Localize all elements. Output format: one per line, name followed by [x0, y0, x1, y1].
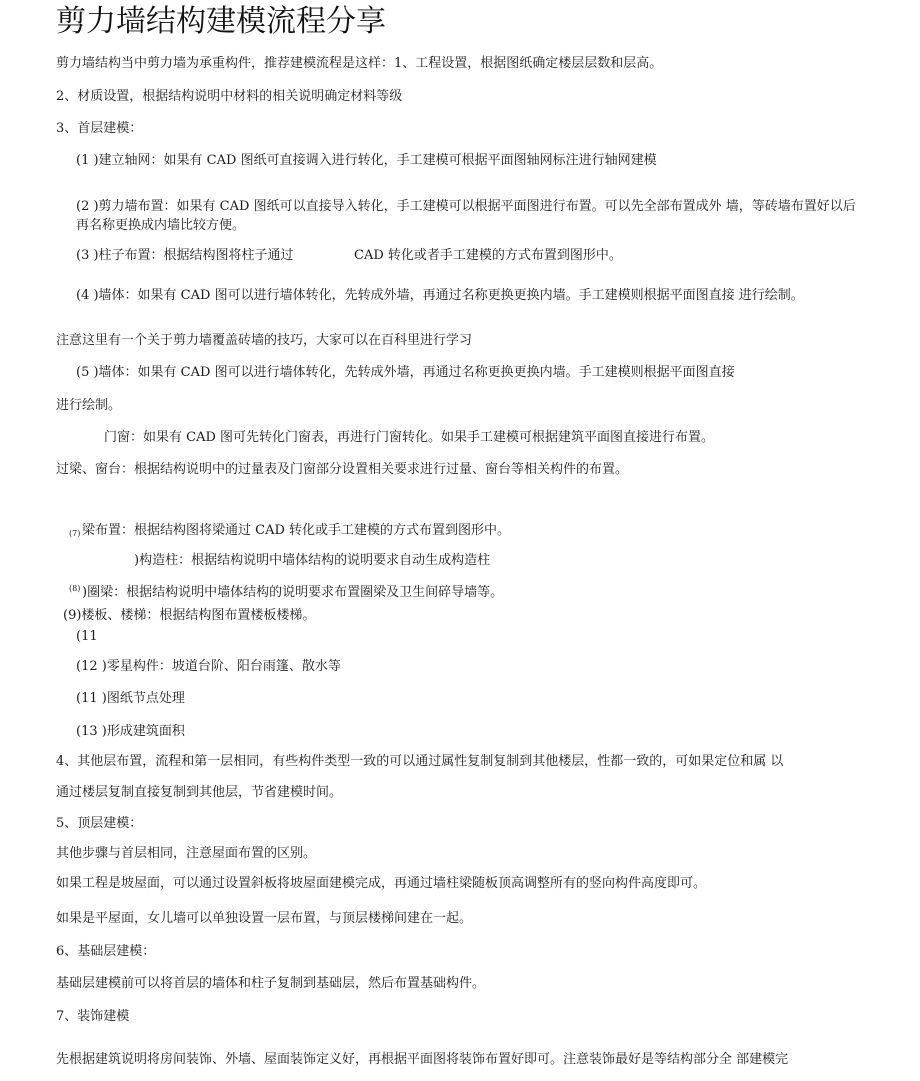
substep-axis-grid: (1 )建立轴网：如果有 CAD 图纸可直接调入进行转化，手工建模可根据平面图轴网标注进行轴网建模	[76, 153, 657, 168]
substep-column-b: CAD 转化或者手工建模的方式布置到图形中。	[354, 248, 622, 263]
substep-slab-stairs: (9)楼板、楼梯：根据结构图布置楼板楼梯。	[63, 608, 316, 623]
step-6-heading: 6、基础层建模：	[56, 944, 156, 959]
substep-11-fragment: (11	[76, 629, 98, 644]
substep-doors-windows: 门窗：如果有 CAD 图可先转化门窗表，再进行门窗转化。如果手工建模可根据建筑平面图直接进行布置。	[104, 430, 715, 445]
paragraph-intro: 剪力墙结构当中剪力墙为承重构件，推荐建模流程是这样：1、工程设置，根据图纸确定楼层层数和层高。	[56, 56, 663, 71]
document-title: 剪力墙结构建模流程分享	[56, 4, 386, 39]
substep-misc-components: (12 )零星构件：坡道台阶、阳台雨篷、散水等	[76, 659, 341, 674]
step-4-other-floors: 4、其他层布置，流程和第一层相同，有些构件类型一致的可以通过属性复制复制到其他楼层，性都一致的，可如果定位和属 以	[56, 754, 784, 769]
substep-7-number: (7)	[69, 529, 81, 538]
substep-shear-wall: (2 )剪力墙布置：如果有 CAD 图纸可以直接导入转化，手工建模可以根据平面图进行布置。可以先全部布置成外 墙，等砖墙布置好以后再名称更换成内墙比较方便。	[76, 199, 856, 233]
substep-wall-4: (4 )墙体：如果有 CAD 图可以进行墙体转化，先转成外墙，再通过名称更换更换内墙。手工建模则根据平面图直接 进行绘制。	[76, 288, 804, 303]
substep-building-area: (13 )形成建筑面积	[76, 724, 185, 739]
step-7-decoration: 先根据建筑说明将房间装饰、外墙、屋面装饰定义好，再根据平面图将装饰布置好即可。注意装饰最好是等结构部分全 部建模完	[56, 1052, 789, 1067]
substep-ring-beam: )圈梁：根据结构说明中墙体结构的说明要求布置圈梁及卫生间碎导墙等。	[82, 585, 504, 600]
step-5-heading: 5、顶层建模：	[56, 816, 143, 831]
substep-column-a: (3 )柱子布置：根据结构图将柱子通过	[76, 248, 294, 263]
step-4-other-floors-cont: 通过楼层复制直接复制到其他层，节省建模时间。	[56, 785, 343, 800]
substep-wall-5: (5 )墙体：如果有 CAD 图可以进行墙体转化，先转成外墙，再通过名称更换更换内墙。手工建模则根据平面图直接	[76, 365, 735, 380]
step-5-note: 其他步骤与首层相同，注意屋面布置的区别。	[56, 846, 317, 861]
substep-8-number: (8)	[69, 584, 81, 593]
step-7-heading: 7、装饰建模	[56, 1009, 130, 1024]
substep-node-processing: (11 )图纸节点处理	[76, 691, 185, 706]
step-2-material: 2、材质设置，根据结构说明中材料的相关说明确定材料等级	[56, 89, 403, 104]
substep-wall-5-cont: 进行绘制。	[56, 398, 122, 413]
substep-lintel-sill: 过梁、窗台：根据结构说明中的过量表及门窗部分设置相关要求进行过量、窗台等相关构件的布置。	[56, 462, 629, 477]
step-5-sloped-roof: 如果工程是坡屋面，可以通过设置斜板将坡屋面建模完成，再通过墙柱梁随板顶高调整所有的竖向构件高度即可。	[56, 876, 707, 891]
substep-constructional-column: )构造柱：根据结构说明中墙体结构的说明要求自动生成构造柱	[134, 553, 491, 568]
substep-beam: 梁布置：根据结构图将梁通过 CAD 转化或手工建模的方式布置到图形中。	[82, 523, 511, 538]
step-3-heading: 3、首层建模：	[56, 121, 143, 136]
step-5-flat-roof: 如果是平屋面，女儿墙可以单独设置一层布置，与顶层楼梯间建在一起。	[56, 911, 473, 926]
note-shear-wall-tip: 注意这里有一个关于剪力墙覆盖砖墙的技巧，大家可以在百科里进行学习	[56, 333, 473, 348]
step-6-foundation: 基础层建模前可以将首层的墙体和柱子复制到基础层，然后布置基础构件。	[56, 976, 486, 991]
